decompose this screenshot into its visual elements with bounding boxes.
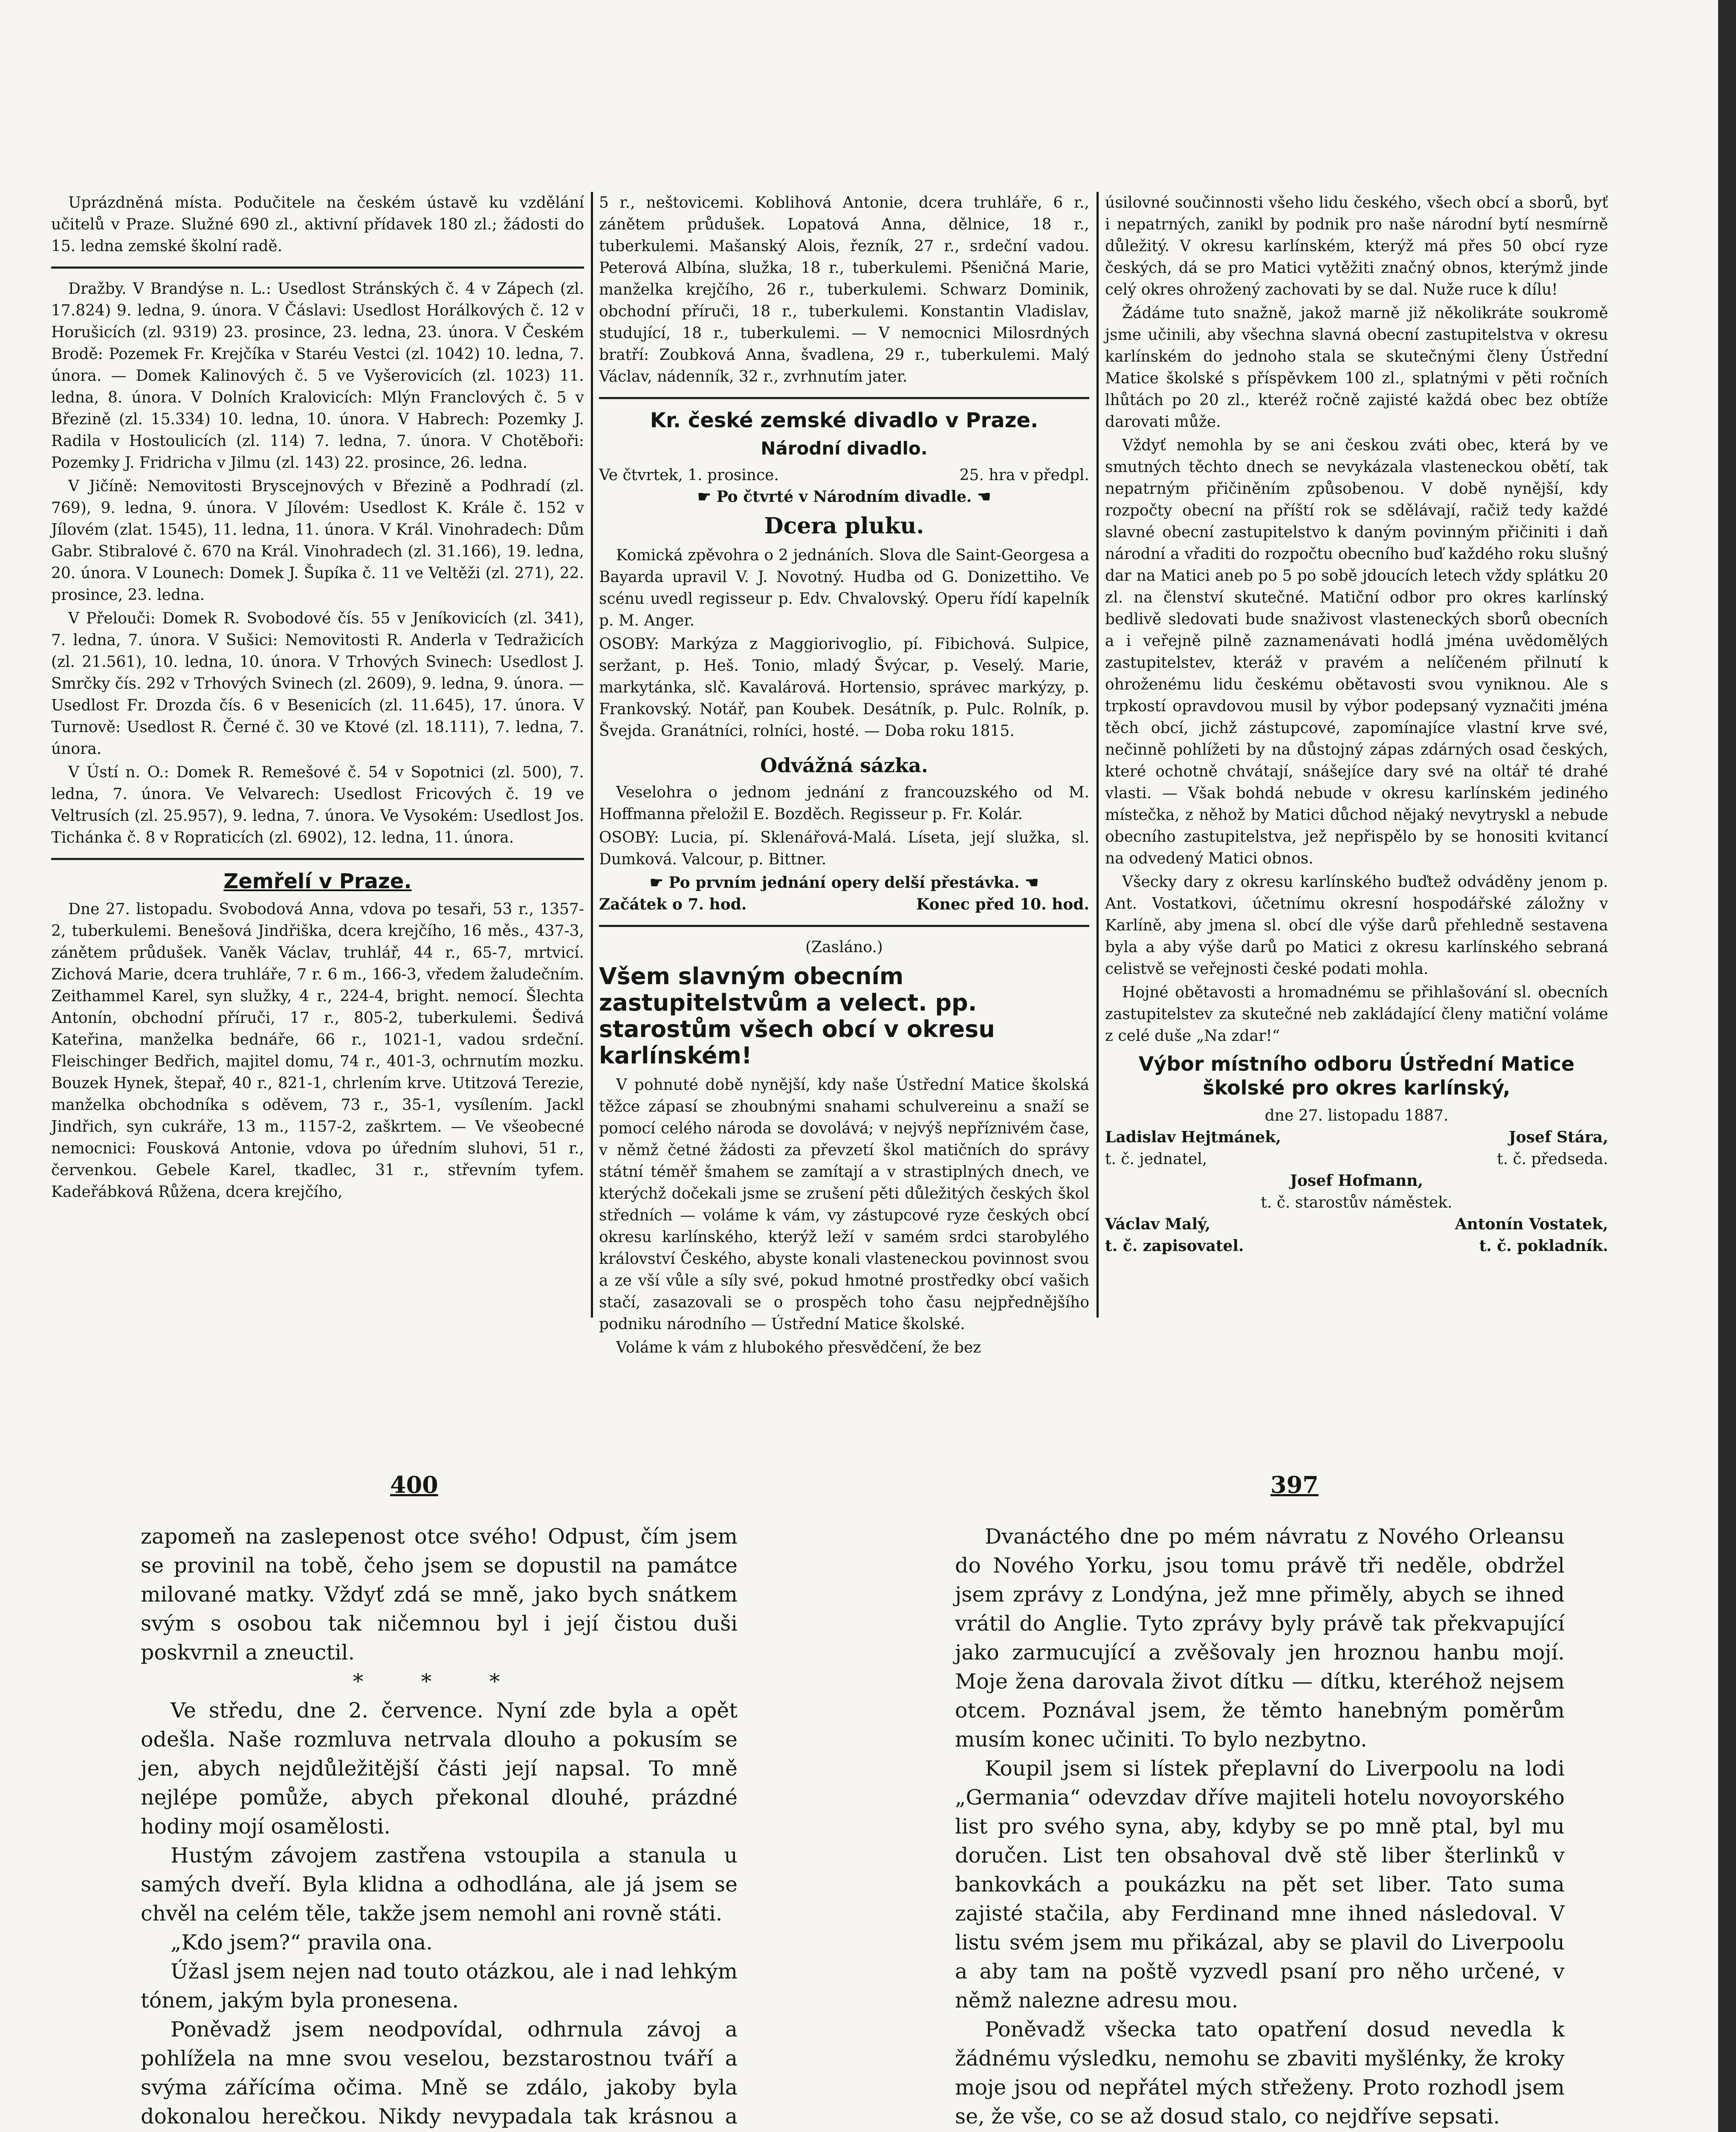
left-page-number: 400 [390,1471,438,1498]
signature-role: t. č. předseda. [1497,1150,1608,1168]
intermission-note: ☛ Po prvním jednání opery delší přestávka. ☚ [649,874,1039,892]
section-divider [51,858,584,860]
section-divider [599,925,1089,927]
deaths-list-continued: 5 r., neštovicemi. Koblihová Antonie, dcera truhláře, 6 r., zánětem průdušek. Lopatová Anna, dělnice, 18 r., tuberkulemi. Mašanský Alois, řezník, 27 r., srdeční vadou. Peterová Albína, služka, 18 r., tuberkulemi. Pšeničná Marie, manželka krejčího, 26 r., tuberkulemi. Schwarz Dominik, obchodní příruči, 18 r., tuberkulemi. Konstantin Vladislav, studující, 18 r., tuberkulemi. — V nemocnici Milosrdných bratří: Zoubková Anna, švadlena, 29 r., tuberkulemi. Malý Václav, nádenník, 32 r., zvrhnutím jater. [599,194,1089,385]
appeal-continued-5: Hojné obětavosti a hromadnému se přihlašování sl. obecních zastupitelstev za skutečné neb zakládající členy matiční voláme z celé duše „Na zdar!“ [1105,984,1608,1045]
theatre-subscription: 25. hra v předpl. [959,466,1089,484]
end-time: Konec před 10. hod. [916,895,1089,913]
deaths-heading: Zemřelí v Praze. [223,869,412,893]
appeal-heading: Všem slavným obecním zastupitelstvům a velect. pp. starostům všech obcí v okresu karlínském! [599,963,995,1069]
theatre-subheading: Národní divadlo. [761,438,928,459]
signature-role: t. č. zapisovatel. [1105,1237,1244,1255]
signature-row-1 [1105,1127,1608,1148]
signature-role-row-1 [1105,1148,1608,1170]
newspaper-column-2 [599,192,1089,1360]
theatre-date: Ve čtvrtek, 1. prosince. [599,466,779,484]
newspaper-column-3 [1105,192,1608,1257]
signature-role: t. č. pokladník. [1479,1237,1608,1255]
book-paragraph: Poněvadž jsem neodpovídal, odhrnula závoj a pohlížela na mne svou veselou, bezstarostnou tváří a svýma zářícíma očima. Mně se zdálo, jakoby byla dokonalou herečkou. Nikdy nevypadala tak krásnou a [141,2017,738,2129]
book-paragraph: Poněvadž všecka tato opatření dosud nevedla k žádnému výsledku, nemohu se zbaviti myšlénky, že kroky moje jsou od nepřátel mých střeženy. Proto rozhodl jsem se, že vše, co se až dosud stalo, co nejdříve sepsati. [955,2017,1565,2129]
signature-role: t. č. starostův náměstek. [1261,1194,1452,1211]
committee-name: Výbor místního odboru Ústřední Matice školské pro okres karlínský, [1138,1052,1575,1099]
book-paragraph: Dvanáctého dne po mém návratu z Nového Orleansu do Nového Yorku, jsou tomu právě tři neděle, obdržel jsem zprávy z Londýna, jež mne přiměly, abych se ihned vrátil do Anglie. Tyto zprávy byly právě tak překvapující jako zarmucující a zvěšovaly jen hroznou hanbu mojí. Moje žena darovala život dítku — dítku, kteréhož nejsem otcem. Poznával jsem, že těmto hanebným poměrům musím konec učiniti. To bylo nezbytno. [955,1524,1565,1752]
deaths-list: Dne 27. listopadu. Svobodová Anna, vdova po tesaři, 53 r., 1357-2, tuberkulemi. Benešová Jindřiška, dcera krejčího, 16 měs., 437-3, zánětem průdušek. Vaněk Václav, truhlář, 44 r., 65-7, mrtvicí. Zichová Marie, dcera truhláře, 7 r. 6 m., 166-3, vředem žaludečním. Zeithammel Karel, syn služky, 4 r., 224-4, bright. nemocí. Šlechta Antonín, obchodní příruči, 17 r., 805-2, tuberkulemi. Šedivá Kateřina, manželka bednáře, 66 r., 1021-1, vadou srdeční. Fleischinger Bedřich, majitel domu, 74 r., 401-3, ochrnutím mozku. Bouzek Hynek, štepař, 40 r., 821-1, chrlením krve. Utitzová Terezie, manželka obchodníka s oděvem, 73 r., 35-1, vysílením. Jackl Jindřich, syn cukráře, 13 m., 1157-2, zaškrtem. — Ve všeobecné nemocnici: Fousková Antonie, vdova po úředním sluhovi, 51 r., červenkou. Gebele Karel, tkadlec, 31 r., střevním tyfem. Kadeřábková Růžena, dcera krejčího, [51,901,584,1201]
book-paragraph: Ve středu, dne 2. července. Nyní zde byla a opět odešla. Naše rozmluva netrvala dlouho a pokusím se jen, abych nejdůležitější části její napsal. To mně nejlépe pomůže, abych překonal dlouhé, prázdné hodiny mojí osamělosti. [141,1698,738,1839]
appeal-continued-1: úsilovné součinnosti všeho lidu českého, všech obcí a sborů, byť i nepatrných, zanikl by podnik pro naše národní bytí nesmírně důležitý. V okresu karlínském, kterýž má přes 50 obcí ryze českých, dá se pro Matici vytěžiti značný obnos, kterýmž jinde celý okres ohrožený zachovati by se dal. Nuže ruce k dílu! [1105,194,1608,298]
play-cast: OSOBY: Markýza z Maggiorivoglio, pí. Fibichová. Sulpice, seržant, p. Heš. Tonio, mladý Švýcar, p. Veselý. Marie, markytánka, slč. Kavalárová. Hortensio, správec markýzy, p. Frankovský. Notář, pan Koubek. Desátník, p. Pulc. Rolník, p. Švejda. Granátníci, rolníci, hosté. — Doba roku 1815. [599,635,1089,740]
signature-role-row-2 [1105,1235,1608,1257]
signature-name: Antonín Vostatek, [1455,1215,1608,1233]
play-description: Komická zpěvohra o 2 jednáních. Slova dle Saint-Georgesa a Bayarda upravil V. J. Novotný. Hudba od G. Donizettiho. Ve scénu uvedl regisseur p. Edv. Chvalovský. Operu řídí kapelník p. M. Anger. [599,547,1089,629]
pointing-hand-icon: ☛ [697,488,717,506]
signature-name: Josef Hofmann, [1290,1172,1424,1190]
theatre-heading: Kr. české zemské divadlo v Praze. [650,408,1039,432]
auctions-notice-4: V Ústí n. O.: Domek R. Remešové č. 54 v Sopotnici (zl. 500), 7. ledna, 7. února. Ve Velvarech: Usedlost Fricových č. 19 ve Veltrusích (zl. 25.957), 9. ledna, 7. února. Ve Vysokém: Usedlost Jos. Tichánka č. 8 v Ropraticích (zl. 6902), 12. ledna, 11. února. [51,764,584,846]
appeal-text: V pohnuté době nynější, kdy naše Ústřední Matice školská těžce zápasí se zhoubnými snahami schulvereinu a snaží se pomocí celého národa se dovolává; v nejvýš nepříznivém čase, v němž četné žádosti za převzetí škol matičních do správy státní téměř šmahem se zamítají a v strastiplných dnech, ve kterýchž dočekali jsme se zrušení pěti důležitých českých škol středních — voláme k vám, vy zástupcové ryze českých obcí okresu karlínského, kterýž leží v samém srdci starobylého království Českého, abyste konali vlasteneckou povinnost svou a ze vší vůle a síly své, pokud hmotné prostředky obcí vašich stačí, zasazovali se o prospěch toho času nejpřednějšího podniku národního — Ústřední Matice školské. [599,1076,1089,1333]
comedy-description: Veselohra o jednom jednání z francouzského od M. Hoffmanna přeložil E. Bozděch. Regisseur p. Fr. Kolár. [599,784,1089,823]
committee-date: dne 27. listopadu 1887. [1264,1107,1449,1124]
auctions-notice-2: V Jičíně: Nemovitosti Bryscejnových v Březině a Podhradí (zl. 769), 9. ledna, 9. února. V Jílovém: Usedlost K. Krále č. 152 v Jílovém (zlat. 1545), 11. ledna, 11. února. V Král. Vinohradech: Dům Gabr. Stibralové č. 670 na Král. Vinohradech (zl. 31.166), 19. ledna, 20. února. V Lounech: Domek J. Šupíka č. 11 ve Veltěži (zl. 271), 22. prosince, 23. ledna. [51,478,584,604]
appeal-continued-2: Žádáme tuto snažně, jakož marně již několikráte soukromě jsme učinili, aby všechna slavná obecní zastupitelstva v okresu karlínském do jednoho stala se skutečnými členy Ústřední Matice školské s příspěvkem 100 zl., splatnými v pěti ročních lhůtách po 20 zl., kteréž ročně zajisté každá obec bez obtíže darovati může. [1105,304,1608,431]
comedy-cast: OSOBY: Lucia, pí. Sklenářová-Malá. Líseta, její služka, sl. Dumková. Valcour, p. Bittner. [599,829,1089,868]
signature-name: Josef Stára, [1508,1128,1608,1146]
comedy-title: Odvážná sázka. [760,754,928,777]
play-title: Dcera pluku. [764,513,924,539]
signature-name: Václav Malý, [1105,1215,1211,1233]
pointing-hand-icon: ☛ [649,874,669,892]
theatre-note: ☛ Po čtvrté v Národním divadle. ☚ [697,488,991,506]
book-page-left [141,1522,738,2132]
book-paragraph: zapomeň na zaslepenost otce svého! Odpust, čím jsem se provinil na tobě, čeho jsem se dopustil na památce milované matky. Vždyť zdá se mně, jako bych snátkem svým s osobou tak ničemnou byl i její čistou duši poskvrnil a zneuctil. [141,1524,738,1665]
signature-name: Ladislav Hejtmánek, [1105,1128,1281,1146]
zaslano-label: (Zasláno.) [805,939,883,956]
right-page-number: 397 [1270,1471,1319,1498]
section-divider [51,266,584,269]
section-divider [599,397,1089,399]
appeal-continued-4: Všecky dary z okresu karlínského buďtež odváděny jenom p. Ant. Vostatkovi, účetnímu okresní hospodářské záložny v Karlíně, aby jmena sl. obcí dle výše darů přehledně sestavena byla a aby výše darů po Matici z okresu karlínského sebraná celistvě se veřejnosti české podati mohla. [1105,873,1608,978]
newspaper-column-1 [51,192,584,1205]
signature-row-2 [1105,1214,1608,1235]
appeal-last-line: Voláme k vám z hlubokého přesvědčení, že bez [616,1339,981,1356]
auctions-notice: Dražby. V Brandýse n. L.: Usedlost Stránských č. 4 v Zápech (zl. 17.824) 9. ledna, 9. února. V Čáslavi: Usedlost Horálkových č. 12 v Horušicích (zl. 9319) 23. prosince, 23. ledna, 23. února. V Českém Brodě: Pozemek Fr. Krejčíka v Staréu Vestci (zl. 1042) 10. ledna, 7. února. — Domek Kalinových č. 5 ve Vyšerovicích (zl. 1023) 11. ledna, 8. února. V Dolních Kralovicích: Mlýn Franclových č. 5 v Březině (zl. 15.334) 10. ledna, 10. února. V Habrech: Pozemky J. Radila v Hostoulicích (zl. 114) 7. ledna, 7. února. V Chotěboři: Pozemky J. Fridricha v Jilmu (zl. 143) 22. prosince, 26. ledna. [51,280,584,472]
auctions-notice-3: V Přelouči: Domek R. Svobodové čís. 55 v Jeníkovicích (zl. 341), 7. ledna, 7. února. V Sušici: Nemovitosti R. Anderla v Tedražicích (zl. 21.561), 10. ledna, 10. února. V Trhových Svinech: Usedlost J. Smrčky čís. 292 v Trhových Svinech (zl. 2609), 9. ledna, 9. února. — Usedlost Fr. Drozda čís. 6 v Besenicích (zl. 11.645), 17. února. V Turnově: Usedlost R. Černé č. 30 ve Ktové (zl. 18.111), 7. ledna, 7. února. [51,610,584,758]
showtime-row [599,894,1089,915]
book-paragraph: „Kdo jsem?“ pravila ona. [171,1930,433,1955]
start-time: Začátek o 7. hod. [599,895,747,913]
theatre-date-row [599,464,1089,486]
book-paragraph: Koupil jsem si lístek přeplavní do Liverpoolu na lodi „Germania“ odevzdav dříve majiteli hotelu novoyorského list pro svého syna, aby, kdyby se po mně ptal, byl mu doručen. List ten obsahoval dvě stě liber šterlinků v bankovkách a poukázku na pět set liber. Tato suma zajisté stačila, aby Ferdinand mne ihned následoval. V listu svém jsem mu přikázal, aby se plavil do Liverpoolu a aby tam na poště vyzvedl psaní pro něho určené, v němž nalezne adresu mou. [955,1756,1565,2013]
column-rule-1 [591,192,593,1318]
section-break: * * * [353,1669,526,1694]
book-page-right [955,1522,1565,2132]
pointing-hand-left-icon: ☚ [977,488,991,506]
pointing-hand-left-icon: ☚ [1024,874,1039,892]
book-paragraph: Úžasl jsem nejen nad touto otázkou, ale i nad lehkým tónem, jakým byla pronesena. [141,1959,738,2013]
appeal-continued-3: Vždyť nemohla by se ani českou zváti obec, která by ve smutných těchto dnech se nevykázala vlasteneckou obětí, tak nepatrným přičiněním způsobenou. V době nynější, kdy rozpočty obecní na příští rok se sdělávají, račiž tedy každé slavné obecní zastupitelstvo k daným povinným přičiniti i daň národní a vřaditi do rozpočtu obecního buď každého roku slušný dar na Matici aneb po 5 po sobě jdoucích letech vždy splátku 20 zl. na členství skutečné. Matiční odbor pro okres karlínský bedlivě sledovati bude snaživost vlasteneckých sborů obecních a i veřejně pilně zaznamenávati hodlá jména uvědomělých zastupitelstev, kteráž v pravém a nelíčeném přilnutí k ohroženému lidu českému obětavosti svou vyniknou. Ale s trpkostí opravdovou musil by výbor podepsaný vyznačiti jména těch obcí, jichž zástupcové, zapomínajíce vlastní krve své, nečinně pohlížeti by na důstojný zápas zdárných osad českých, které ochotně chvátají, snášejíce dary své na oltář té drahé vlasti. — Však bohdá nebude v okresu karlínském jediného místečka, z něhož by Matici důchod nějaký nevytryskl a nebude obecního zastupitelstva, jež nepřispělo by se honositi kvitancí na odvedený Matici obnos. [1105,437,1608,867]
book-paragraph: Hustým závojem zastřena vstoupila a stanula u samých dveří. Byla klidna a odhodlána, ale já jsem se chvěl na celém těle, takže jsem nemohl ani rovně státi. [141,1843,738,1926]
column-rule-2 [1097,192,1099,1318]
vacancies-notice: Uprázdněná místa. Podučitele na českém ústavě ku vzdělání učitelů v Praze. Služné 690 zl., aktivní přídavek 180 zl.; žádosti do 15. ledna zemské školní radě. [51,194,584,255]
signature-role: t. č. jednatel, [1105,1150,1207,1168]
